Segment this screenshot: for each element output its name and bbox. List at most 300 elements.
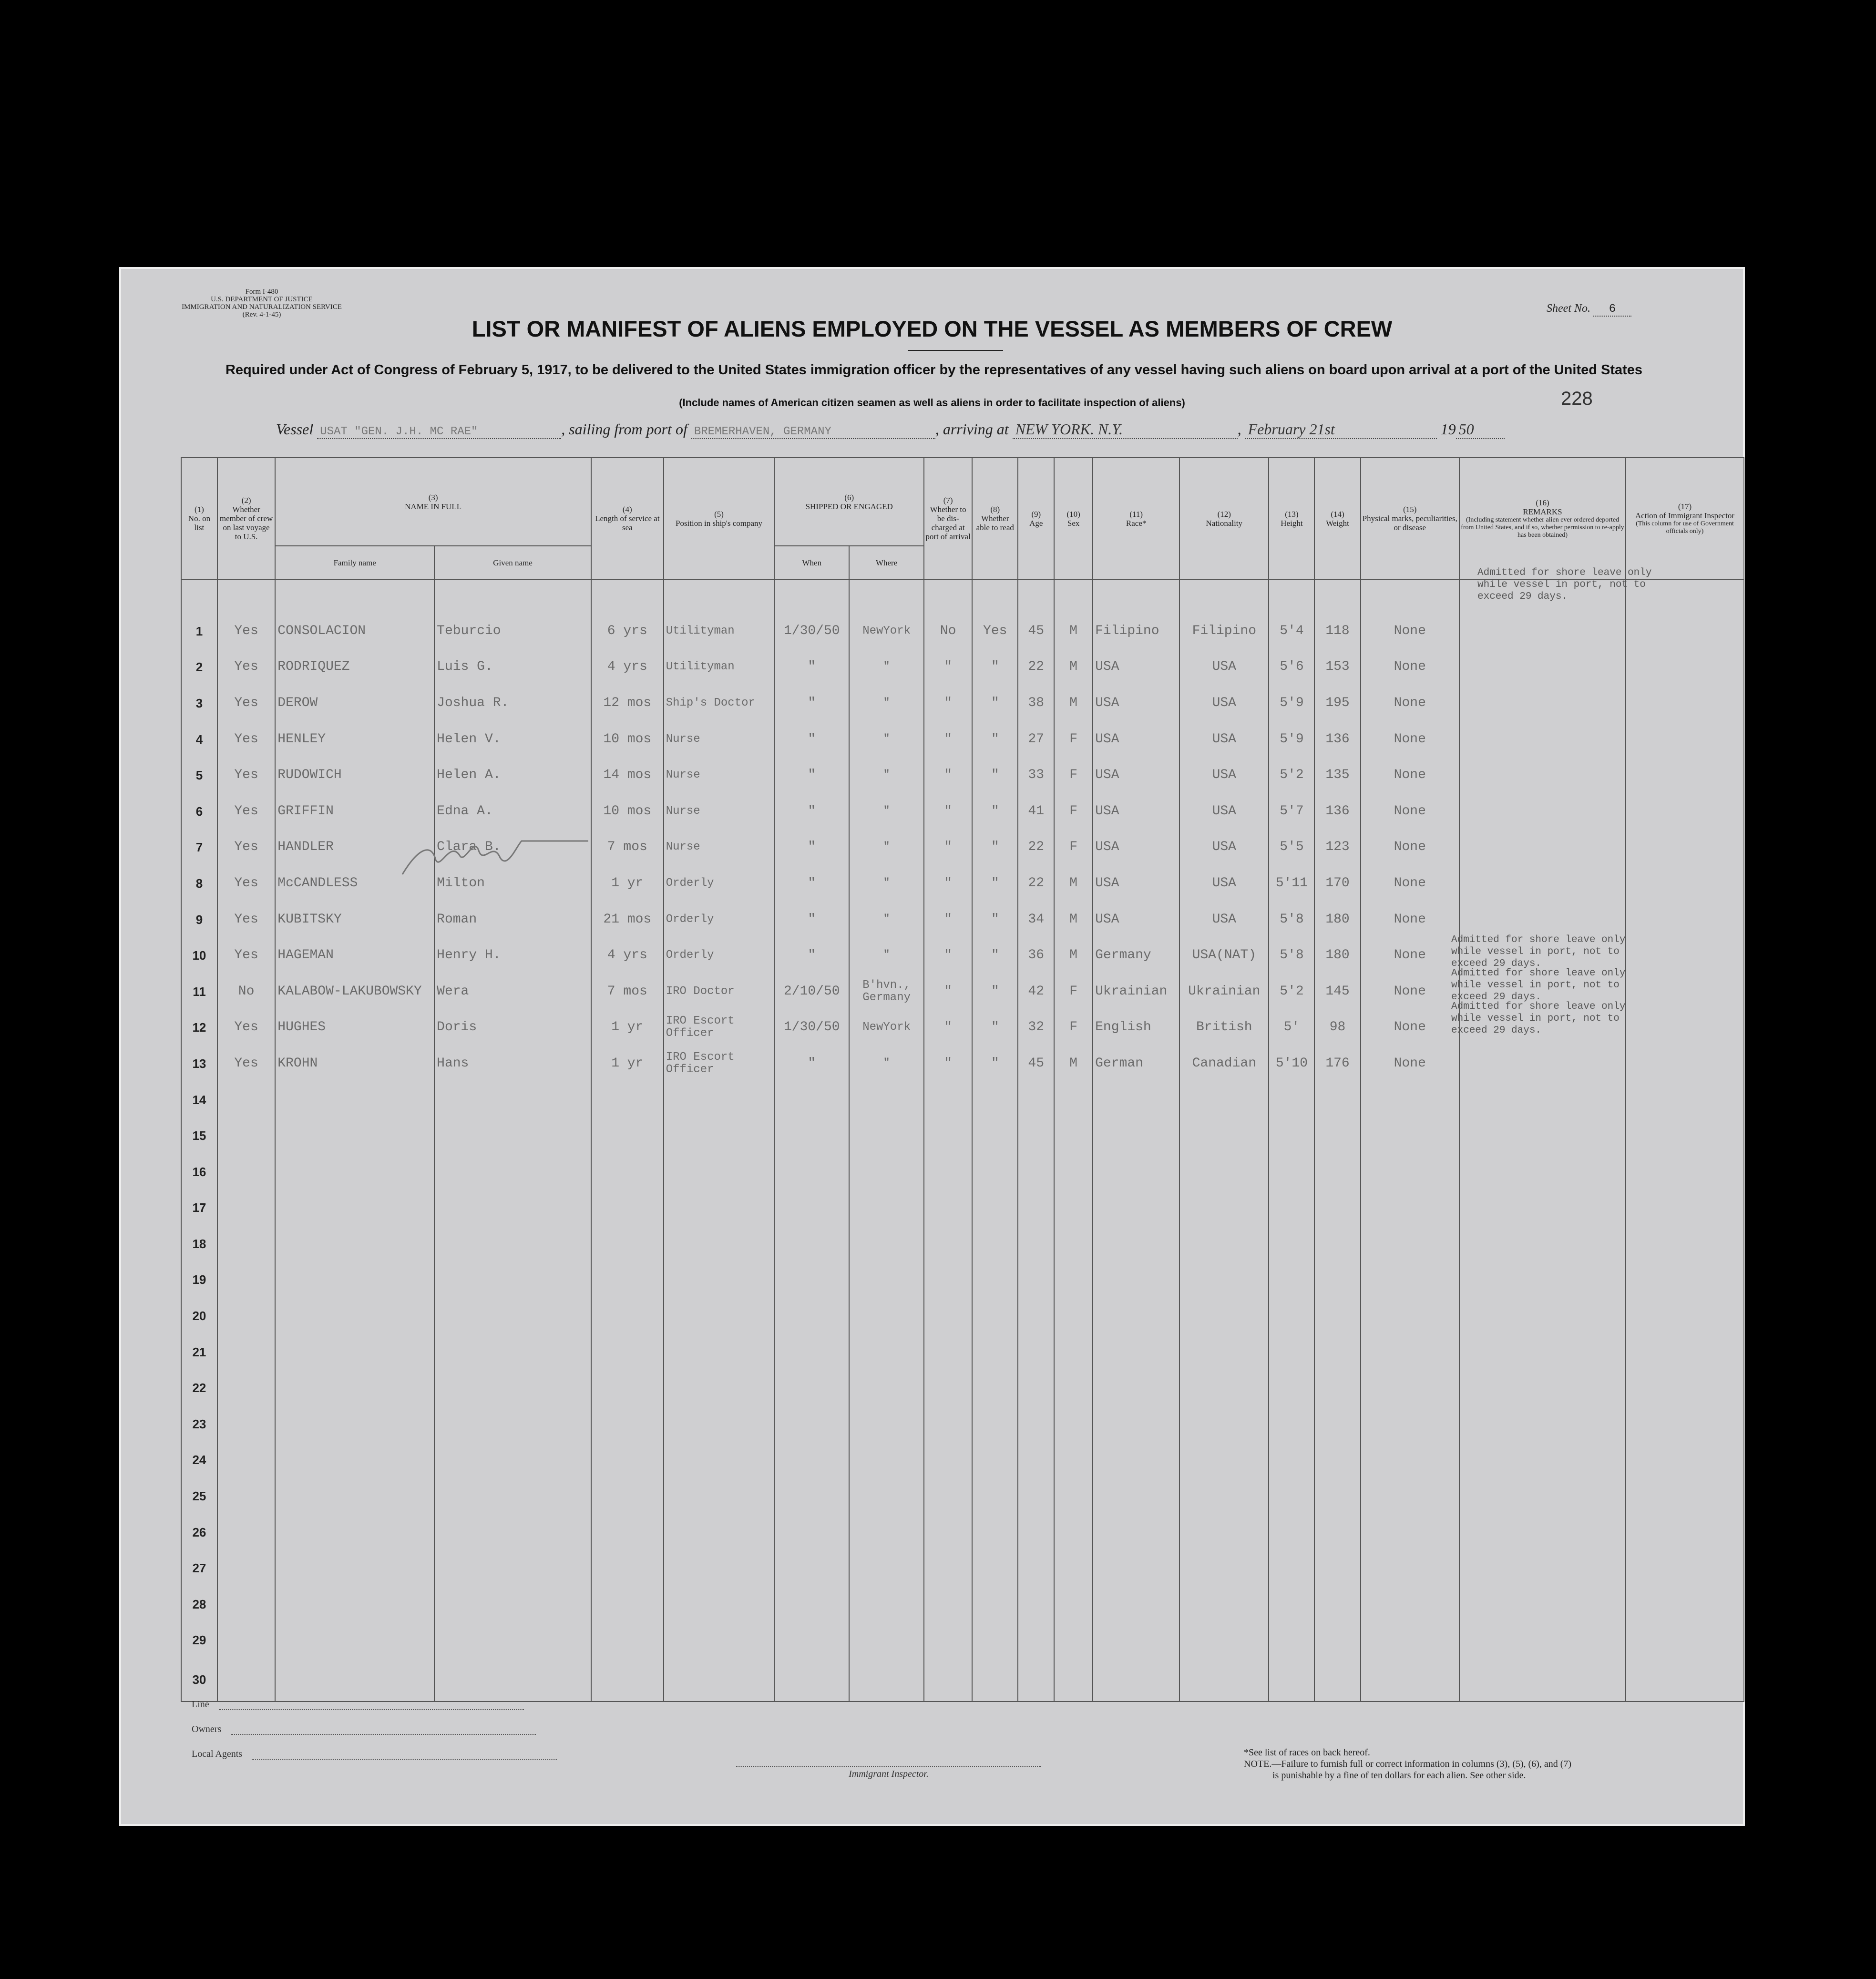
remarks-cell bbox=[1459, 613, 1626, 649]
discharged: " bbox=[924, 721, 972, 758]
physical-marks bbox=[1361, 1478, 1459, 1514]
discharged bbox=[924, 1334, 972, 1370]
manifest-page bbox=[119, 267, 1745, 1826]
table-row bbox=[181, 649, 1744, 686]
discharged: " bbox=[924, 649, 972, 686]
age: 33 bbox=[1018, 757, 1054, 793]
race bbox=[1093, 1406, 1179, 1442]
shipped-when: " bbox=[774, 865, 849, 902]
physical-marks bbox=[1361, 1082, 1459, 1118]
remarks-cell bbox=[1459, 1262, 1626, 1298]
row-number: 25 bbox=[181, 1478, 217, 1514]
shipped-where: " bbox=[849, 721, 924, 758]
shipped-when bbox=[774, 1442, 849, 1478]
remarks-cell bbox=[1459, 865, 1626, 902]
physical-marks: None bbox=[1361, 865, 1459, 902]
header-nationality: (12) Nationality bbox=[1179, 458, 1269, 579]
header-age: (9) Age bbox=[1018, 458, 1054, 579]
height bbox=[1269, 1550, 1314, 1586]
crew-status bbox=[217, 1406, 275, 1442]
family-name bbox=[275, 1550, 434, 1586]
remarks-cell bbox=[1459, 1550, 1626, 1586]
row-number: 10 bbox=[181, 937, 217, 974]
given-name: Clara B. bbox=[434, 830, 591, 866]
action-cell bbox=[1626, 721, 1744, 758]
shipped-when bbox=[774, 1586, 849, 1622]
nationality: USA bbox=[1179, 793, 1269, 830]
race bbox=[1093, 1298, 1179, 1334]
discharged bbox=[924, 1082, 972, 1118]
able-to-read: " bbox=[972, 974, 1018, 1010]
sex bbox=[1054, 1262, 1093, 1298]
sex bbox=[1054, 1370, 1093, 1406]
shipped-where bbox=[849, 1262, 924, 1298]
action-cell bbox=[1626, 649, 1744, 686]
physical-marks bbox=[1361, 1298, 1459, 1334]
shipped-where: " bbox=[849, 865, 924, 902]
service-length bbox=[591, 1622, 664, 1659]
physical-marks bbox=[1361, 1190, 1459, 1226]
age bbox=[1018, 1658, 1054, 1702]
race: USA bbox=[1093, 902, 1179, 938]
able-to-read: " bbox=[972, 793, 1018, 830]
service-length bbox=[591, 1226, 664, 1262]
family-name: HANDLER bbox=[275, 830, 434, 866]
position bbox=[664, 1478, 775, 1514]
physical-marks bbox=[1361, 1334, 1459, 1370]
table-row bbox=[181, 1226, 1744, 1262]
physical-marks: None bbox=[1361, 1010, 1459, 1046]
height: 5'2 bbox=[1269, 757, 1314, 793]
able-to-read: " bbox=[972, 1010, 1018, 1046]
shipped-when bbox=[774, 1298, 849, 1334]
physical-marks bbox=[1361, 1514, 1459, 1550]
able-to-read bbox=[972, 1118, 1018, 1154]
weight bbox=[1314, 1262, 1360, 1298]
arrival-port: NEW YORK. N.Y. bbox=[1013, 420, 1238, 439]
signature-scribble bbox=[398, 822, 603, 884]
action-cell bbox=[1626, 685, 1744, 721]
shipped-when: " bbox=[774, 649, 849, 686]
able-to-read bbox=[972, 1262, 1018, 1298]
position bbox=[664, 1154, 775, 1190]
race bbox=[1093, 1658, 1179, 1702]
position bbox=[664, 1298, 775, 1334]
nationality: USA bbox=[1179, 721, 1269, 758]
age: 38 bbox=[1018, 685, 1054, 721]
service-length bbox=[591, 1442, 664, 1478]
row-number: 24 bbox=[181, 1442, 217, 1478]
remark-row-11: Admitted for shore leave only while vessel in port, not to exceed 29 days. bbox=[1451, 934, 1626, 969]
table-row bbox=[181, 1622, 1744, 1659]
shipped-where bbox=[849, 1550, 924, 1586]
discharged: " bbox=[924, 1046, 972, 1082]
sex bbox=[1054, 1118, 1093, 1154]
discharged: " bbox=[924, 865, 972, 902]
nationality bbox=[1179, 1478, 1269, 1514]
row-number: 23 bbox=[181, 1406, 217, 1442]
remarks-cell bbox=[1459, 1334, 1626, 1370]
height: 5'2 bbox=[1269, 974, 1314, 1010]
spacer-cell bbox=[774, 579, 849, 613]
row-number: 7 bbox=[181, 830, 217, 866]
able-to-read bbox=[972, 1550, 1018, 1586]
race: German bbox=[1093, 1046, 1179, 1082]
service-length: 1 yr bbox=[591, 865, 664, 902]
height bbox=[1269, 1622, 1314, 1659]
footer-agents: Local Agents bbox=[192, 1742, 557, 1766]
remarks-cell bbox=[1459, 1082, 1626, 1118]
row-number: 26 bbox=[181, 1514, 217, 1550]
nationality: USA(NAT) bbox=[1179, 937, 1269, 974]
shipped-when bbox=[774, 1082, 849, 1118]
crew-status bbox=[217, 1262, 275, 1298]
weight: 136 bbox=[1314, 793, 1360, 830]
race bbox=[1093, 1478, 1179, 1514]
race bbox=[1093, 1370, 1179, 1406]
given-name: Wera bbox=[434, 974, 591, 1010]
arriving-label: , arriving at bbox=[935, 420, 1009, 438]
race bbox=[1093, 1190, 1179, 1226]
action-cell bbox=[1626, 1298, 1744, 1334]
spacer-cell bbox=[434, 579, 591, 613]
weight bbox=[1314, 1154, 1360, 1190]
service-length bbox=[591, 1298, 664, 1334]
crew-status bbox=[217, 1334, 275, 1370]
given-name bbox=[434, 1406, 591, 1442]
spacer-cell bbox=[924, 579, 972, 613]
able-to-read: " bbox=[972, 757, 1018, 793]
race: USA bbox=[1093, 865, 1179, 902]
physical-marks bbox=[1361, 1370, 1459, 1406]
crew-status: Yes bbox=[217, 793, 275, 830]
position: IRO Escort Officer bbox=[664, 1010, 775, 1046]
spacer-cell bbox=[849, 579, 924, 613]
inspector-signature: Immigrant Inspector. bbox=[736, 1766, 1041, 1780]
position bbox=[664, 1514, 775, 1550]
table-row bbox=[181, 1586, 1744, 1622]
shipped-where: " bbox=[849, 830, 924, 866]
service-length bbox=[591, 1586, 664, 1622]
position bbox=[664, 1622, 775, 1659]
crew-status: Yes bbox=[217, 865, 275, 902]
row-number: 19 bbox=[181, 1262, 217, 1298]
crew-status: Yes bbox=[217, 649, 275, 686]
given-name: Milton bbox=[434, 865, 591, 902]
age bbox=[1018, 1442, 1054, 1478]
given-name bbox=[434, 1586, 591, 1622]
discharged bbox=[924, 1190, 972, 1226]
nationality: Canadian bbox=[1179, 1046, 1269, 1082]
row-number: 6 bbox=[181, 793, 217, 830]
action-cell bbox=[1626, 1586, 1744, 1622]
family-name: RUDOWICH bbox=[275, 757, 434, 793]
shipped-when: " bbox=[774, 721, 849, 758]
service-length bbox=[591, 1478, 664, 1514]
header-read: (8) Whether able to read bbox=[972, 458, 1018, 579]
family-name: GRIFFIN bbox=[275, 793, 434, 830]
spacer-cell bbox=[1269, 579, 1314, 613]
remarks-cell bbox=[1459, 1190, 1626, 1226]
weight: 176 bbox=[1314, 1046, 1360, 1082]
sex bbox=[1054, 1550, 1093, 1586]
remarks-cell bbox=[1459, 1514, 1626, 1550]
sex: F bbox=[1054, 721, 1093, 758]
footer-notes bbox=[1244, 1747, 1571, 1781]
table-row bbox=[181, 1334, 1744, 1370]
service: IMMIGRATION AND NATURALIZATION SERVICE bbox=[182, 303, 342, 311]
able-to-read: " bbox=[972, 830, 1018, 866]
physical-marks: None bbox=[1361, 830, 1459, 866]
action-cell bbox=[1626, 1118, 1744, 1154]
race bbox=[1093, 1334, 1179, 1370]
discharged bbox=[924, 1658, 972, 1702]
service-length bbox=[591, 1082, 664, 1118]
shipped-where: " bbox=[849, 685, 924, 721]
weight: 136 bbox=[1314, 721, 1360, 758]
row-number: 2 bbox=[181, 649, 217, 686]
service-length bbox=[591, 1514, 664, 1550]
header-sex: (10) Sex bbox=[1054, 458, 1093, 579]
height bbox=[1269, 1298, 1314, 1334]
family-name bbox=[275, 1154, 434, 1190]
header-given-name: Given name bbox=[434, 546, 591, 579]
nationality: USA bbox=[1179, 830, 1269, 866]
remarks-cell bbox=[1459, 1154, 1626, 1190]
height: 5'8 bbox=[1269, 937, 1314, 974]
crew-status bbox=[217, 1082, 275, 1118]
family-name: HENLEY bbox=[275, 721, 434, 758]
age: 45 bbox=[1018, 1046, 1054, 1082]
action-cell bbox=[1626, 1334, 1744, 1370]
shipped-where: " bbox=[849, 793, 924, 830]
service-length: 10 mos bbox=[591, 721, 664, 758]
crew-status bbox=[217, 1550, 275, 1586]
weight: 180 bbox=[1314, 937, 1360, 974]
age: 36 bbox=[1018, 937, 1054, 974]
weight bbox=[1314, 1118, 1360, 1154]
position bbox=[664, 1334, 775, 1370]
row-number: 30 bbox=[181, 1658, 217, 1702]
crew-status bbox=[217, 1154, 275, 1190]
shipped-when bbox=[774, 1262, 849, 1298]
crew-status: Yes bbox=[217, 1046, 275, 1082]
family-name: KALABOW-LAKUBOWSKY bbox=[275, 974, 434, 1010]
footer-line: Line bbox=[192, 1692, 557, 1717]
service-length: 14 mos bbox=[591, 757, 664, 793]
row-number: 20 bbox=[181, 1298, 217, 1334]
family-name: DEROW bbox=[275, 685, 434, 721]
position: Nurse bbox=[664, 757, 775, 793]
discharged bbox=[924, 1622, 972, 1659]
service-length: 21 mos bbox=[591, 902, 664, 938]
service-length: 12 mos bbox=[591, 685, 664, 721]
nationality bbox=[1179, 1190, 1269, 1226]
row-number: 22 bbox=[181, 1370, 217, 1406]
header-where: Where bbox=[849, 546, 924, 579]
year-prefix: 19 bbox=[1440, 420, 1456, 438]
position: Utilityman bbox=[664, 613, 775, 649]
physical-marks bbox=[1361, 1154, 1459, 1190]
physical-marks bbox=[1361, 1118, 1459, 1154]
age: 45 bbox=[1018, 613, 1054, 649]
action-cell bbox=[1626, 1226, 1744, 1262]
age bbox=[1018, 1514, 1054, 1550]
nationality: Filipino bbox=[1179, 613, 1269, 649]
sheet-value: 6 bbox=[1593, 303, 1631, 317]
table-row bbox=[181, 1298, 1744, 1334]
position bbox=[664, 1262, 775, 1298]
physical-marks: None bbox=[1361, 937, 1459, 974]
age bbox=[1018, 1298, 1054, 1334]
family-name: KUBITSKY bbox=[275, 902, 434, 938]
given-name bbox=[434, 1118, 591, 1154]
given-name: Helen V. bbox=[434, 721, 591, 758]
shipped-where: " bbox=[849, 1046, 924, 1082]
remarks-cell bbox=[1459, 830, 1626, 866]
weight: 153 bbox=[1314, 649, 1360, 686]
age bbox=[1018, 1406, 1054, 1442]
family-name: HAGEMAN bbox=[275, 937, 434, 974]
header-name: (3) NAME IN FULL bbox=[275, 458, 591, 546]
discharged bbox=[924, 1442, 972, 1478]
height bbox=[1269, 1406, 1314, 1442]
shipped-where bbox=[849, 1334, 924, 1370]
action-cell bbox=[1626, 830, 1744, 866]
family-name bbox=[275, 1514, 434, 1550]
row-number: 5 bbox=[181, 757, 217, 793]
table-row bbox=[181, 1190, 1744, 1226]
shipped-where bbox=[849, 1370, 924, 1406]
age bbox=[1018, 1262, 1054, 1298]
sex: M bbox=[1054, 685, 1093, 721]
position: Orderly bbox=[664, 902, 775, 938]
given-name bbox=[434, 1190, 591, 1226]
position bbox=[664, 1442, 775, 1478]
remark-row-13: Admitted for shore leave only while vessel in port, not to exceed 29 days. bbox=[1451, 1001, 1626, 1036]
remark-row-1: Admitted for shore leave only while vessel in port, not to exceed 29 days. bbox=[1477, 567, 1652, 602]
row-number: 28 bbox=[181, 1586, 217, 1622]
sex bbox=[1054, 1298, 1093, 1334]
discharged bbox=[924, 1262, 972, 1298]
race: USA bbox=[1093, 721, 1179, 758]
age bbox=[1018, 1334, 1054, 1370]
crew-status: Yes bbox=[217, 613, 275, 649]
able-to-read bbox=[972, 1406, 1018, 1442]
height bbox=[1269, 1478, 1314, 1514]
sex bbox=[1054, 1334, 1093, 1370]
nationality bbox=[1179, 1514, 1269, 1550]
nationality bbox=[1179, 1622, 1269, 1659]
given-name: Doris bbox=[434, 1010, 591, 1046]
table-row bbox=[181, 902, 1744, 938]
action-cell bbox=[1626, 1514, 1744, 1550]
nationality bbox=[1179, 1658, 1269, 1702]
shipped-when bbox=[774, 1514, 849, 1550]
remarks-cell bbox=[1459, 685, 1626, 721]
crew-status: Yes bbox=[217, 757, 275, 793]
position bbox=[664, 1118, 775, 1154]
family-name bbox=[275, 1298, 434, 1334]
service-length: 4 yrs bbox=[591, 937, 664, 974]
service-length bbox=[591, 1118, 664, 1154]
row-number: 18 bbox=[181, 1226, 217, 1262]
able-to-read bbox=[972, 1334, 1018, 1370]
sheet-label: Sheet No. bbox=[1547, 302, 1590, 315]
sex bbox=[1054, 1226, 1093, 1262]
shipped-when bbox=[774, 1226, 849, 1262]
table-row bbox=[181, 1370, 1744, 1406]
position bbox=[664, 1586, 775, 1622]
action-cell bbox=[1626, 613, 1744, 649]
nationality bbox=[1179, 1154, 1269, 1190]
nationality: USA bbox=[1179, 685, 1269, 721]
arrival-date: February 21st bbox=[1245, 420, 1437, 439]
table-row bbox=[181, 1550, 1744, 1586]
physical-marks bbox=[1361, 1262, 1459, 1298]
action-cell bbox=[1626, 1370, 1744, 1406]
height bbox=[1269, 1442, 1314, 1478]
shipped-where bbox=[849, 1658, 924, 1702]
height bbox=[1269, 1190, 1314, 1226]
service-length: 7 mos bbox=[591, 830, 664, 866]
form-identifier bbox=[181, 288, 343, 318]
spacer-cell bbox=[217, 579, 275, 613]
header-shipped: (6) SHIPPED OR ENGAGED bbox=[774, 458, 924, 546]
row-number: 14 bbox=[181, 1082, 217, 1118]
sex: M bbox=[1054, 902, 1093, 938]
remarks-cell bbox=[1459, 1370, 1626, 1406]
weight bbox=[1314, 1406, 1360, 1442]
sex bbox=[1054, 1442, 1093, 1478]
physical-marks: None bbox=[1361, 757, 1459, 793]
physical-marks bbox=[1361, 1550, 1459, 1586]
crew-status: No bbox=[217, 974, 275, 1010]
height: 5'11 bbox=[1269, 865, 1314, 902]
crew-status bbox=[217, 1226, 275, 1262]
height bbox=[1269, 1586, 1314, 1622]
discharged bbox=[924, 1550, 972, 1586]
crew-status: Yes bbox=[217, 830, 275, 866]
remarks-cell bbox=[1459, 1226, 1626, 1262]
sex: M bbox=[1054, 1046, 1093, 1082]
row-number: 16 bbox=[181, 1154, 217, 1190]
table-row bbox=[181, 1478, 1744, 1514]
spacer-cell bbox=[1314, 579, 1360, 613]
physical-marks: None bbox=[1361, 649, 1459, 686]
position: Utilityman bbox=[664, 649, 775, 686]
shipped-when: " bbox=[774, 1046, 849, 1082]
sex: F bbox=[1054, 1010, 1093, 1046]
able-to-read bbox=[972, 1190, 1018, 1226]
shipped-where: B'hvn., Germany bbox=[849, 974, 924, 1010]
given-name: Hans bbox=[434, 1046, 591, 1082]
given-name bbox=[434, 1550, 591, 1586]
age bbox=[1018, 1190, 1054, 1226]
row-number: 17 bbox=[181, 1190, 217, 1226]
position bbox=[664, 1658, 775, 1702]
sex: F bbox=[1054, 793, 1093, 830]
service-length: 6 yrs bbox=[591, 613, 664, 649]
height bbox=[1269, 1226, 1314, 1262]
race bbox=[1093, 1262, 1179, 1298]
able-to-read bbox=[972, 1586, 1018, 1622]
race bbox=[1093, 1442, 1179, 1478]
shipped-where: " bbox=[849, 649, 924, 686]
crew-status bbox=[217, 1514, 275, 1550]
discharged bbox=[924, 1118, 972, 1154]
service-length: 1 yr bbox=[591, 1046, 664, 1082]
